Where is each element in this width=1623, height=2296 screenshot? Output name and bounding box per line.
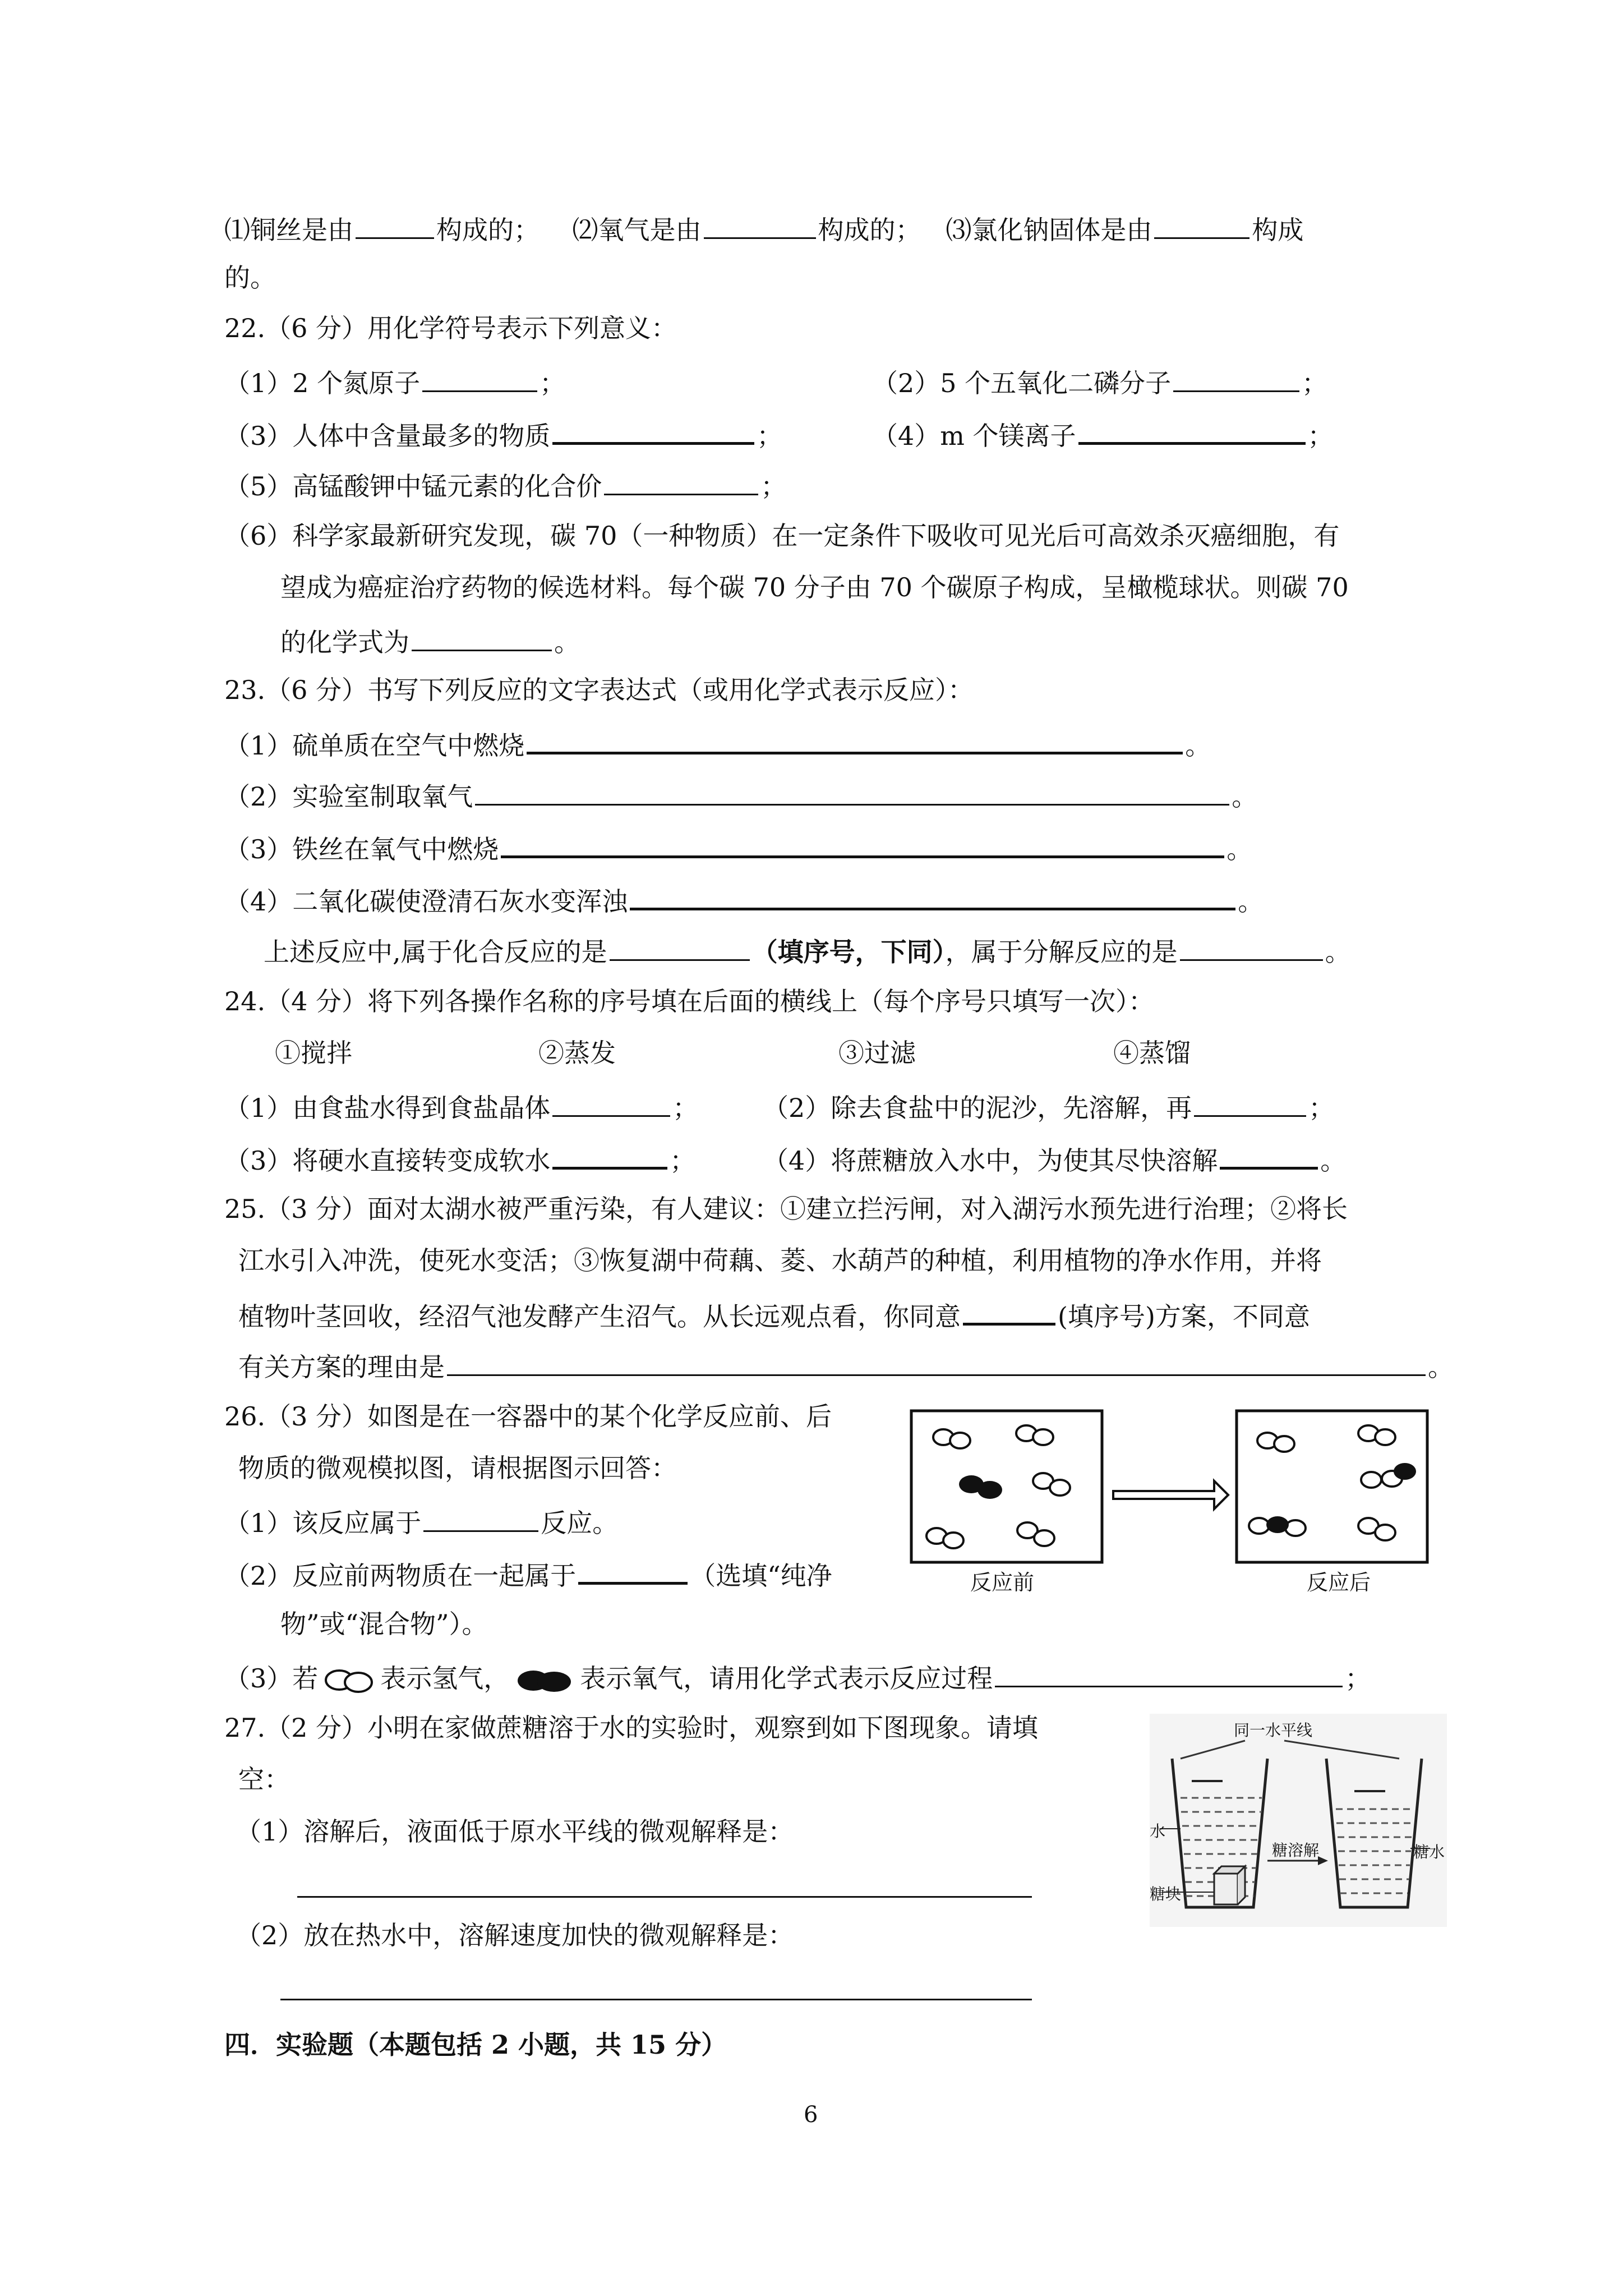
- answer-blank[interactable]: [527, 725, 1183, 754]
- answer-blank[interactable]: [995, 1659, 1343, 1687]
- answer-blank[interactable]: [356, 210, 434, 239]
- fig-label-dissolve: 糖溶解: [1272, 1841, 1320, 1860]
- q26-line2: 物质的微观模拟图，请根据图示回答：: [238, 1453, 677, 1483]
- q25-line2: 江水引入冲洗，使死水变活；③恢复湖中荷藕、菱、水葫芦的种植，利用植物的净水作用，并将: [238, 1245, 1322, 1276]
- answer-blank[interactable]: [475, 777, 1229, 806]
- q21-line1: ⑴铜丝是由 构成的； ⑵氧气是由 构成的； ⑶氯化钠固体是由 构成: [224, 210, 1303, 247]
- answer-blank[interactable]: [447, 1347, 1426, 1376]
- q22-item3: （3）人体中含量最多的物质 ；: [224, 415, 782, 453]
- q23-item1: （1）硫单质在空气中燃烧 。: [224, 725, 1211, 762]
- answer-blank[interactable]: [1194, 1088, 1306, 1117]
- q22-item5: （5）高锰酸钾中锰元素的化合价 ；: [224, 467, 786, 503]
- caption-before: 反应前: [970, 1570, 1035, 1595]
- q23-item4: （4）二氧化碳使澄清石灰水变浑浊 。: [224, 881, 1264, 918]
- answer-blank[interactable]: [422, 364, 537, 392]
- q26-item1: （1）该反应属于 反应。: [224, 1503, 618, 1540]
- q22-item6-line1: （6）科学家最新研究发现，碳 70（一种物质）在一定条件下吸收可见光后可高效杀灭癌细胞，有: [224, 521, 1340, 551]
- q27-line1: 27.（2 分）小明在家做蔗糖溶于水的实验时，观察到如下图现象。请填: [224, 1713, 1039, 1743]
- fig-label-block: 糖块: [1150, 1885, 1182, 1903]
- q24-option1: ①搅拌: [275, 1038, 352, 1068]
- caption-after: 反应后: [1307, 1570, 1371, 1595]
- q25-line3: 植物叶茎回收，经沼气池发酵产生沼气。从长远观点看，你同意 (填序号)方案，不同意: [238, 1296, 1310, 1333]
- q22-item1: （1）2 个氮原子 ；: [224, 364, 565, 400]
- q24-item2: （2）除去食盐中的泥沙，先溶解，再 ；: [763, 1088, 1334, 1125]
- answer-blank[interactable]: [1180, 932, 1323, 961]
- answer-blank[interactable]: [610, 932, 750, 961]
- q27-item1: （1）溶解后，液面低于原水平线的微观解释是：: [236, 1816, 794, 1847]
- answer-blank[interactable]: [552, 1088, 670, 1117]
- answer-blank[interactable]: [501, 829, 1224, 858]
- beakers-illustration: [1150, 1714, 1447, 1927]
- answer-blank[interactable]: [1220, 1140, 1318, 1170]
- answer-blank[interactable]: [423, 1503, 538, 1532]
- q24-item1: （1）由食盐水得到食盐晶体 ；: [224, 1088, 698, 1125]
- q26-item2: （2）反应前两物质在一起属于 （选填“纯净: [224, 1555, 832, 1593]
- answer-blank[interactable]: [1078, 415, 1306, 445]
- fig-label-water: 水: [1150, 1822, 1166, 1841]
- fig-label-sugar-water: 糖水: [1413, 1843, 1445, 1861]
- q26-item3: （3）若 表示氢气， 表示氧气，请用化学式表示反应过程 ；: [224, 1659, 1371, 1695]
- q22-item4: （4）m 个镁离子 ；: [872, 415, 1334, 453]
- q27-line2: 空：: [238, 1764, 290, 1795]
- q24-option3: ③过滤: [838, 1038, 916, 1068]
- answer-blank[interactable]: [704, 210, 816, 239]
- answer-blank[interactable]: [604, 467, 758, 495]
- q24-option2: ②蒸发: [538, 1038, 616, 1068]
- reaction-micro-diagram: [909, 1408, 1469, 1571]
- q23-title: 23.（6 分）书写下列反应的文字表达式（或用化学式表示反应）：: [224, 675, 974, 705]
- section-4-heading: 四．实验题（本题包括 2 小题，共 15 分）: [224, 2030, 727, 2060]
- q25-line4: 有关方案的理由是 。: [238, 1347, 1454, 1384]
- q25-line1: 25.（3 分）面对太湖水被严重污染，有人建议：①建立拦污闸，对入湖污水预先进行治理；②将长: [224, 1194, 1348, 1224]
- q27-item2: （2）放在热水中，溶解速度加快的微观解释是：: [236, 1920, 794, 1950]
- q24-option4: ④蒸馏: [1113, 1038, 1191, 1068]
- q24-item3: （3）将硬水直接转变成软水 ；: [224, 1140, 695, 1177]
- answer-blank[interactable]: [963, 1296, 1055, 1326]
- q23-item2: （2）实验室制取氧气 。: [224, 777, 1257, 813]
- answer-blank[interactable]: [552, 415, 754, 445]
- q24-title: 24.（4 分）将下列各操作名称的序号填在后面的横线上（每个序号只填写一次）：: [224, 986, 1155, 1016]
- answer-blank[interactable]: [552, 1140, 667, 1170]
- q22-item6-line2: 望成为癌症治疗药物的候选材料。每个碳 70 分子由 70 个碳原子构成，呈橄榄球状。则碳 70: [280, 572, 1349, 602]
- hydrogen-molecule-icon: [322, 1667, 376, 1695]
- q23-item3: （3）铁丝在氧气中燃烧 。: [224, 829, 1252, 866]
- answer-blank[interactable]: [1173, 364, 1299, 392]
- answer-blank[interactable]: [578, 1555, 688, 1585]
- answer-line[interactable]: [297, 1896, 1032, 1898]
- q24-item4: （4）将蔗糖放入水中，为使其尽快溶解 。: [763, 1140, 1346, 1177]
- q22-title: 22.（6 分）用化学符号表示下列意义：: [224, 313, 677, 343]
- q21-line2: 的。: [224, 263, 276, 293]
- sugar-dissolve-diagram: [1150, 1714, 1447, 1927]
- q26-line1: 26.（3 分）如图是在一容器中的某个化学反应前、后: [224, 1401, 832, 1432]
- fig-label-level: 同一水平线: [1234, 1721, 1313, 1740]
- answer-blank[interactable]: [1154, 210, 1249, 239]
- q26-item2-cont: 物”或“混合物”）。: [280, 1609, 488, 1639]
- page-number: 6: [804, 2102, 818, 2128]
- q22-item6-line3: 的化学式为 。: [280, 623, 580, 659]
- answer-blank[interactable]: [412, 623, 552, 651]
- q23-summary: 上述反应中,属于化合反应的是 （填序号，下同），属于分解反应的是 。: [264, 932, 1351, 969]
- answer-line[interactable]: [280, 1999, 1032, 2000]
- answer-blank[interactable]: [630, 881, 1235, 910]
- oxygen-molecule-icon: [514, 1667, 575, 1695]
- q22-item2: （2）5 个五氧化二磷分子 ；: [872, 364, 1327, 400]
